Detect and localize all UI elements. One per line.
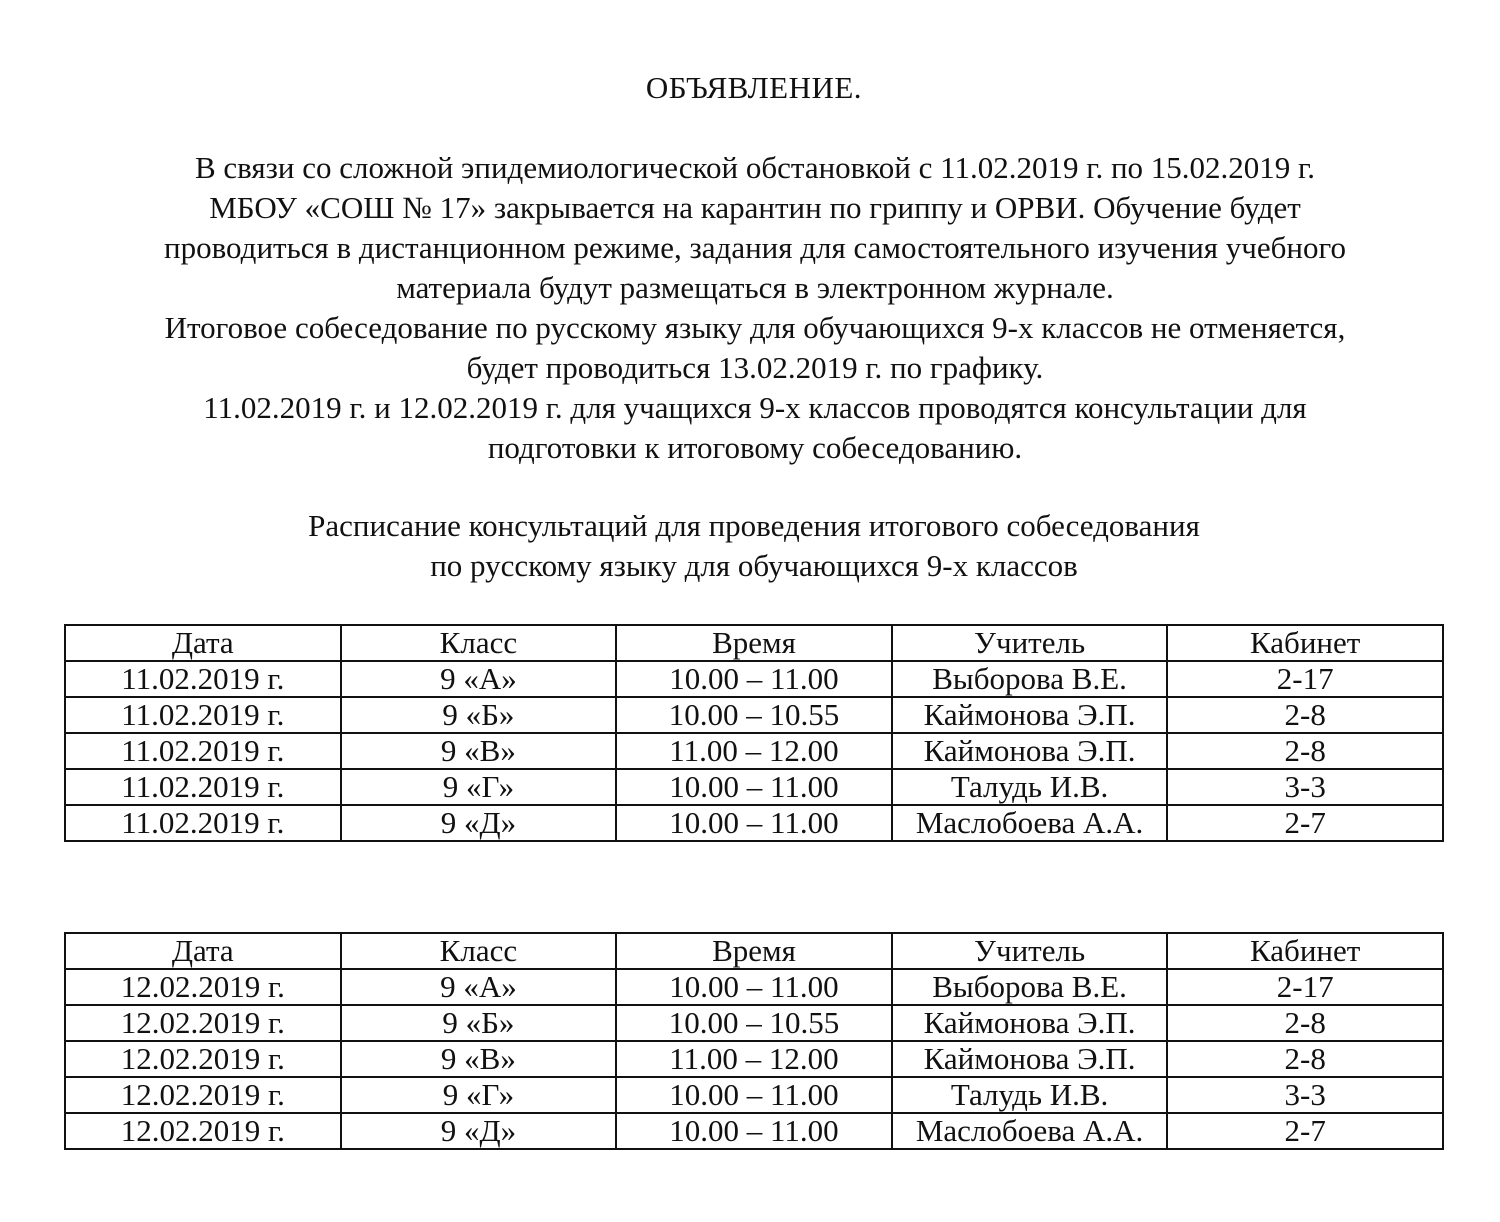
schedule-table-feb-12 [64, 932, 1444, 1150]
schedule-heading-line: Расписание консультаций для проведения итогового собеседования [308, 508, 1200, 543]
cell-room: 2-8 [1167, 1005, 1443, 1041]
cell-room: 3-3 [1167, 769, 1443, 805]
header-time: Время [616, 933, 892, 969]
header-teacher: Учитель [892, 933, 1168, 969]
document-title: ОБЪЯВЛЕНИЕ. [645, 70, 863, 105]
table-row [65, 1041, 1443, 1077]
cell-class: 9 «Г» [341, 769, 617, 805]
table-row [65, 969, 1443, 1005]
cell-class: 9 «Б» [341, 697, 617, 733]
announcement-line: проводиться в дистанционном режиме, задания для самостоятельного изучения учебного [164, 230, 1346, 265]
cell-room: 2-7 [1167, 1113, 1443, 1149]
cell-time: 10.00 – 10.55 [616, 1005, 892, 1041]
cell-room: 2-7 [1167, 805, 1443, 841]
announcement-line: 11.02.2019 г. и 12.02.2019 г. для учащихся 9-х классов проводятся консультации для [203, 390, 1307, 425]
cell-time: 10.00 – 11.00 [616, 661, 892, 697]
cell-teacher: Каймонова Э.П. [892, 1041, 1168, 1077]
cell-room: 2-8 [1167, 1041, 1443, 1077]
cell-room: 2-17 [1167, 969, 1443, 1005]
cell-date: 12.02.2019 г. [65, 1113, 341, 1149]
cell-date: 12.02.2019 г. [65, 969, 341, 1005]
announcement-line: будет проводиться 13.02.2019 г. по графику. [466, 350, 1044, 385]
cell-class: 9 «Д» [341, 805, 617, 841]
cell-teacher: Выборова В.Е. [892, 969, 1168, 1005]
cell-teacher: Маслобоева А.А. [892, 1113, 1168, 1149]
cell-date: 11.02.2019 г. [65, 805, 341, 841]
announcement-line: В связи со сложной эпидемиологической обстановкой с 11.02.2019 г. по 15.02.2019 г. [194, 150, 1316, 185]
cell-class: 9 «А» [341, 661, 617, 697]
header-date: Дата [65, 625, 341, 661]
cell-class: 9 «Г» [341, 1077, 617, 1113]
cell-teacher: Каймонова Э.П. [892, 697, 1168, 733]
schedule-table-feb-11 [64, 624, 1444, 842]
cell-date: 12.02.2019 г. [65, 1077, 341, 1113]
cell-time: 10.00 – 11.00 [616, 969, 892, 1005]
cell-teacher: Маслобоева А.А. [892, 805, 1168, 841]
announcement-line: подготовки к итоговому собеседованию. [487, 430, 1023, 465]
cell-class: 9 «В» [341, 1041, 617, 1077]
header-teacher: Учитель [892, 625, 1168, 661]
header-date: Дата [65, 933, 341, 969]
cell-time: 10.00 – 11.00 [616, 805, 892, 841]
table-row [65, 805, 1443, 841]
cell-time: 10.00 – 11.00 [616, 1113, 892, 1149]
cell-teacher: Каймонова Э.П. [892, 733, 1168, 769]
cell-room: 2-8 [1167, 697, 1443, 733]
cell-class: 9 «В» [341, 733, 617, 769]
cell-date: 11.02.2019 г. [65, 661, 341, 697]
cell-date: 11.02.2019 г. [65, 733, 341, 769]
cell-class: 9 «Д» [341, 1113, 617, 1149]
cell-date: 11.02.2019 г. [65, 769, 341, 805]
schedule-heading [0, 506, 1500, 586]
cell-class: 9 «А» [341, 969, 617, 1005]
cell-time: 10.00 – 10.55 [616, 697, 892, 733]
cell-time: 11.00 – 12.00 [616, 733, 892, 769]
announcement-line: МБОУ «СОШ № 17» закрывается на карантин по гриппу и ОРВИ. Обучение будет [209, 190, 1301, 225]
cell-time: 11.00 – 12.00 [616, 1041, 892, 1077]
header-class: Класс [341, 625, 617, 661]
cell-room: 3-3 [1167, 1077, 1443, 1113]
table-row [65, 1005, 1443, 1041]
cell-time: 10.00 – 11.00 [616, 1077, 892, 1113]
cell-date: 11.02.2019 г. [65, 697, 341, 733]
table-row [65, 697, 1443, 733]
table-row [65, 1113, 1443, 1149]
cell-room: 2-8 [1167, 733, 1443, 769]
schedule-heading-line: по русскому языку для обучающихся 9-х классов [430, 548, 1078, 583]
header-room: Кабинет [1167, 625, 1443, 661]
announcement-text [50, 148, 1460, 468]
table-row [65, 661, 1443, 697]
header-room: Кабинет [1167, 933, 1443, 969]
table-row [65, 1077, 1443, 1113]
cell-room: 2-17 [1167, 661, 1443, 697]
cell-time: 10.00 – 11.00 [616, 769, 892, 805]
cell-teacher: Талудь И.В. [892, 769, 1168, 805]
table-row [65, 733, 1443, 769]
announcement-line: материала будут размещаться в электронном журнале. [396, 270, 1114, 305]
header-time: Время [616, 625, 892, 661]
table-row [65, 769, 1443, 805]
cell-date: 12.02.2019 г. [65, 1005, 341, 1041]
header-class: Класс [341, 933, 617, 969]
cell-class: 9 «Б» [341, 1005, 617, 1041]
table-header-row [65, 625, 1443, 661]
cell-teacher: Каймонова Э.П. [892, 1005, 1168, 1041]
cell-date: 12.02.2019 г. [65, 1041, 341, 1077]
announcement-line: Итоговое собеседование по русскому языку для обучающихся 9-х классов не отменяется, [164, 310, 1346, 345]
table-header-row [65, 933, 1443, 969]
cell-teacher: Выборова В.Е. [892, 661, 1168, 697]
cell-teacher: Талудь И.В. [892, 1077, 1168, 1113]
